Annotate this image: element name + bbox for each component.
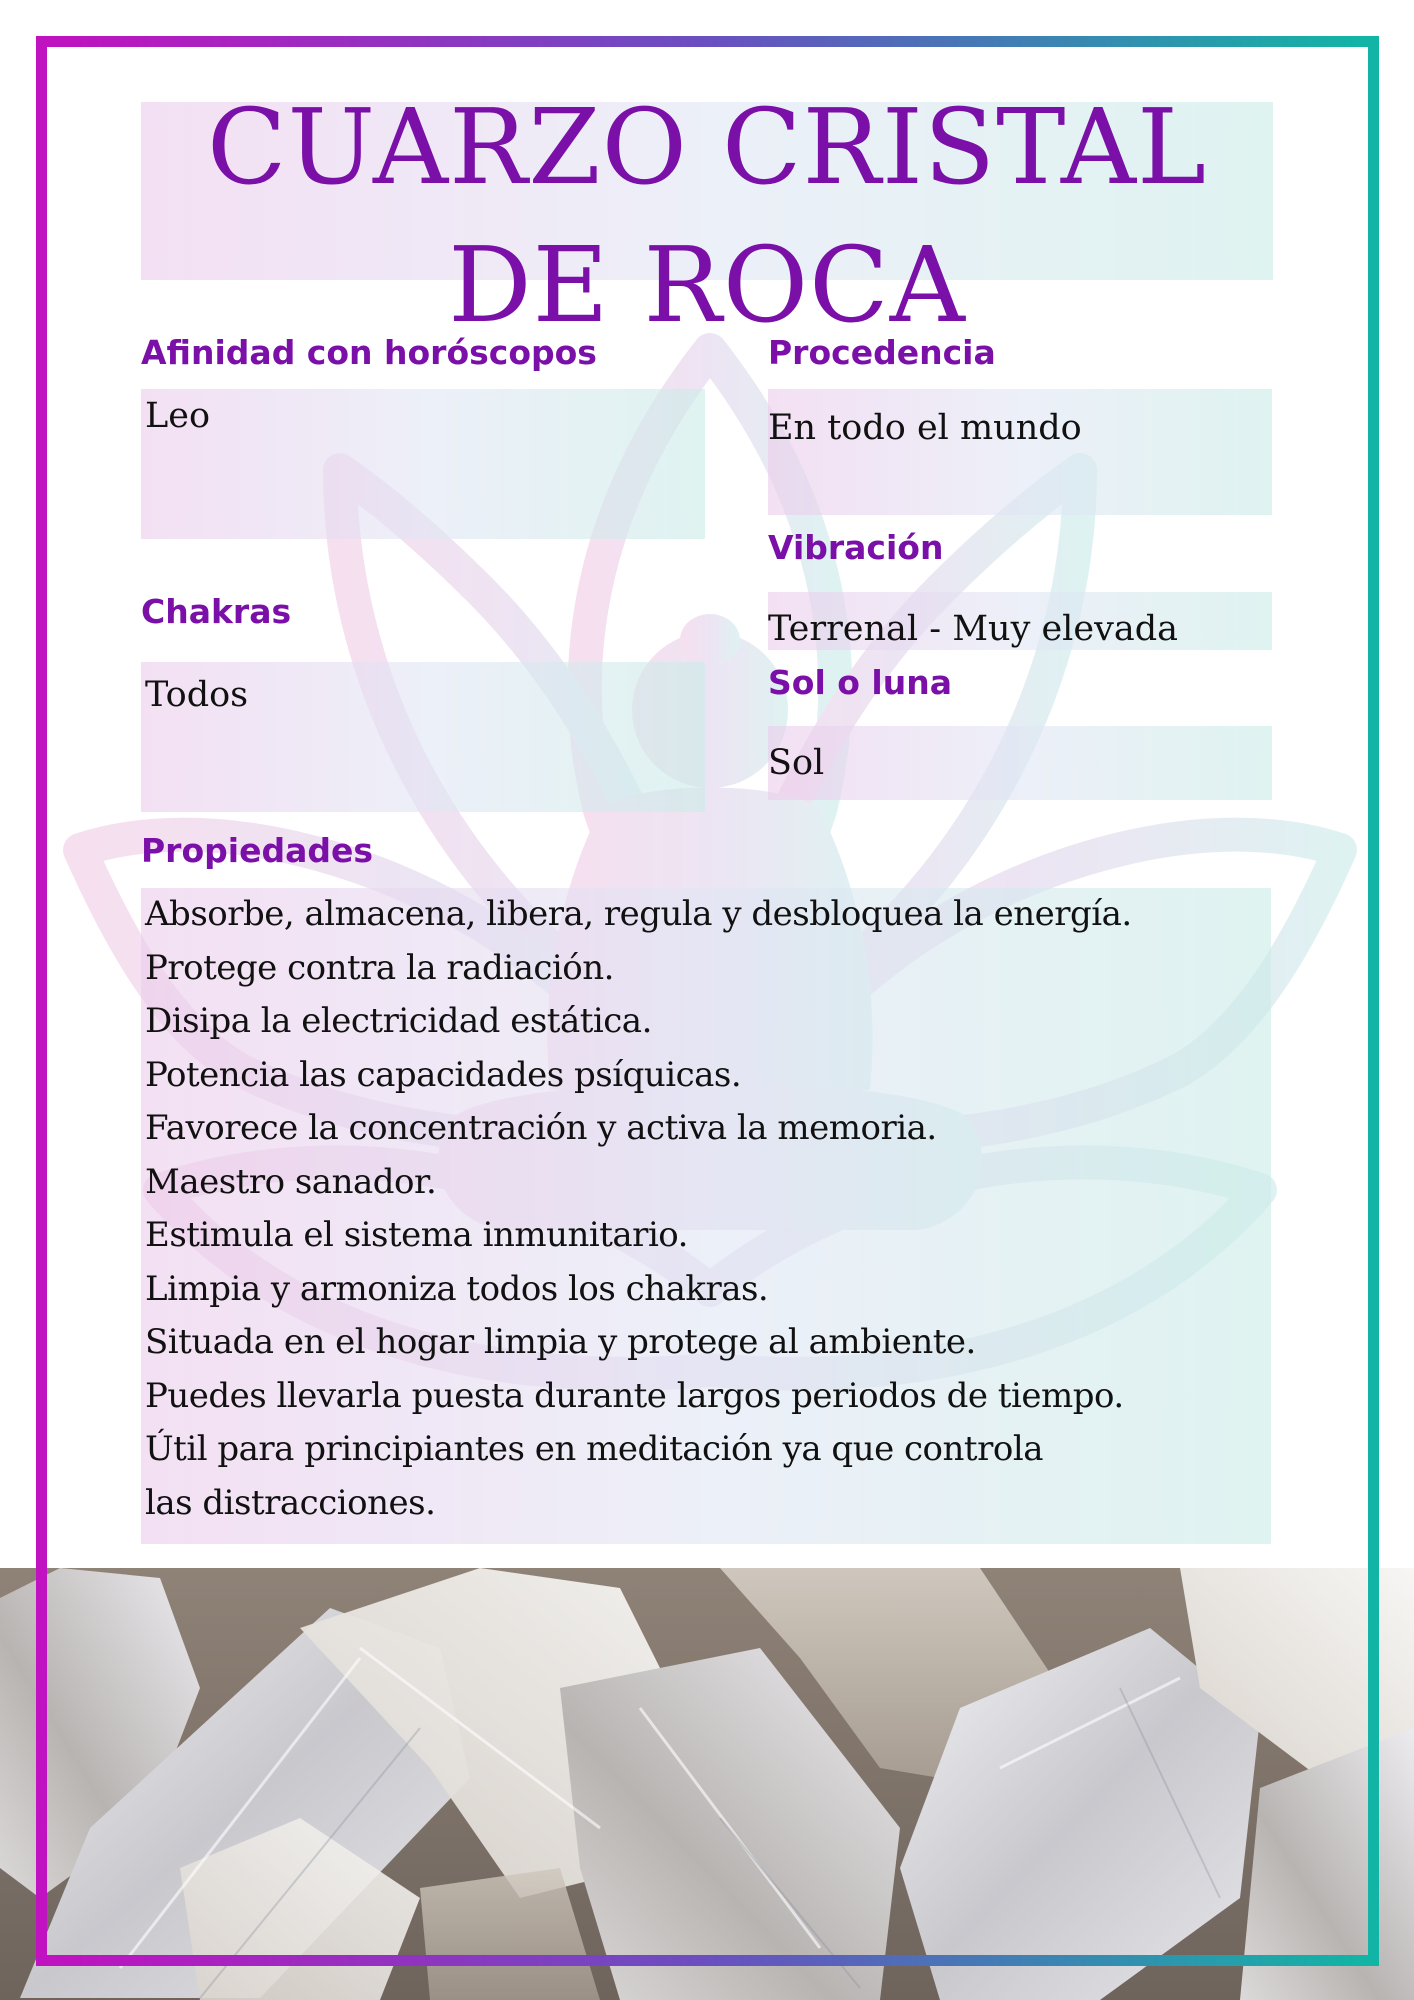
title-line-2: DE ROCA: [448, 224, 966, 346]
property-item: Maestro sanador.: [145, 1161, 437, 1202]
sun-moon-value: Sol: [768, 726, 1272, 800]
horoscope-value: Leo: [141, 389, 705, 539]
origin-label: Procedencia: [768, 333, 996, 372]
chakras-value: Todos: [141, 662, 705, 812]
property-item: Puedes llevarla puesta durante largos periodos de tiempo.: [145, 1375, 1124, 1416]
page-title: [141, 78, 1273, 354]
property-item: Situada en el hogar limpia y protege al ambiente.: [145, 1322, 976, 1362]
properties-label: Propiedades: [141, 831, 373, 870]
vibration-value: Terrenal - Muy elevada: [768, 592, 1272, 650]
property-item: Absorbe, almacena, libera, regula y desbloquea la energía.: [145, 894, 1132, 934]
sun-moon-label: Sol o luna: [768, 663, 952, 702]
property-item: Útil para principiantes en meditación ya que controla: [145, 1429, 1043, 1469]
property-item: las distracciones.: [145, 1482, 436, 1523]
horoscope-label: Afinidad con horóscopos: [141, 333, 597, 372]
property-item: Limpia y armoniza todos los chakras.: [145, 1268, 769, 1309]
title-line-1: CUARZO CRISTAL: [206, 86, 1208, 208]
chakras-label: Chakras: [141, 592, 292, 631]
origin-value: En todo el mundo: [768, 389, 1272, 515]
property-item: Disipa la electricidad estática.: [145, 1001, 652, 1041]
property-item: Estimula el sistema inmunitario.: [145, 1215, 688, 1255]
property-item: Potencia las capacidades psíquicas.: [145, 1054, 742, 1095]
property-item: Protege contra la radiación.: [145, 947, 614, 988]
property-item: Favorece la concentración y activa la memoria.: [145, 1108, 937, 1148]
properties-list: [145, 888, 1267, 1530]
vibration-label: Vibración: [768, 528, 944, 567]
properties-box: [141, 888, 1271, 1544]
